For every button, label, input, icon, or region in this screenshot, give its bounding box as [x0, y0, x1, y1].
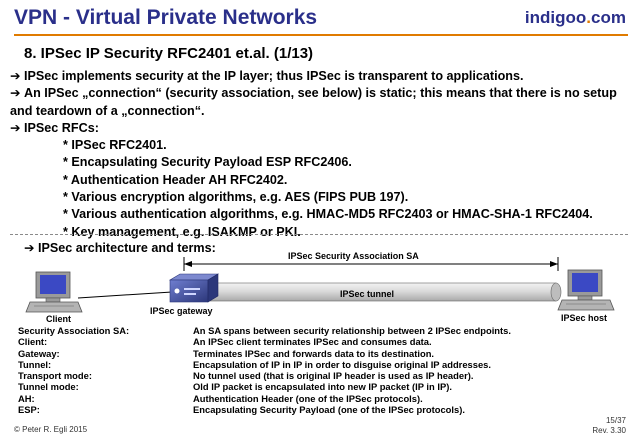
definition-row [18, 404, 628, 415]
section-title: 8. IPSec IP Security RFC2401 et.al. (1/13) [24, 45, 314, 62]
arrow-icon: ➔ [10, 120, 21, 135]
definition-desc: An SA spans between security relationship between 2 IPSec endpoints. [193, 325, 511, 336]
definition-row [18, 336, 628, 347]
rfc-item: * Encapsulating Security Payload ESP RFC2406. [63, 155, 352, 170]
definitions-list [18, 325, 628, 415]
definition-desc: Authentication Header (one of the IPSec protocols). [193, 392, 423, 404]
copyright: © Peter R. Egli 2015 [14, 425, 88, 434]
brand-tld: com [591, 8, 626, 27]
bullet-item [10, 85, 630, 120]
rfc-item: * Various encryption algorithms, e.g. AES (FIPS PUB 197). [63, 190, 409, 205]
tunnel-label: IPSec tunnel [340, 289, 395, 299]
bullet-text: An IPSec „connection“ (security association, see below) is static; this means that there is no setup and teardown of a „connection“. [10, 86, 617, 118]
rfc-item: * IPSec RFC2401. [63, 138, 167, 153]
brand-name: indigoo [524, 8, 587, 27]
page-number: 15/37 [605, 416, 626, 425]
bullet-item [10, 68, 630, 85]
client-link [78, 292, 172, 298]
rfc-item: * Key management, e.g. ISAKMP or PKI. [63, 224, 301, 239]
definition-term: Tunnel mode: [18, 381, 79, 393]
section-divider [10, 234, 628, 235]
definition-term: Client: [18, 336, 48, 348]
definition-term: Gateway: [18, 347, 60, 359]
bullet-text: IPSec implements security at the IP layer; thus IPSec is transparent to applications. [24, 69, 524, 83]
definition-row [18, 370, 628, 381]
definition-row [18, 348, 628, 359]
bullet-text: IPSec RFCs: [24, 120, 99, 135]
header-divider [14, 34, 628, 36]
definition-desc: An IPSec client terminates IPSec and consumes data. [193, 336, 432, 348]
brand-logo [525, 8, 626, 28]
definition-desc: Encapsulation of IP in IP in order to disguise original IP addresses. [193, 358, 491, 370]
ipsec-gateway-icon [170, 274, 218, 302]
definition-desc: Encapsulating Security Payload (one of the IPSec protocols). [193, 404, 465, 416]
host-label: IPSec host [561, 313, 608, 323]
definition-desc: Terminates IPSec and forwards data to its destination. [193, 347, 435, 359]
gateway-label: IPSec gateway [150, 306, 213, 316]
content-body [10, 68, 630, 241]
definition-row [18, 325, 628, 336]
bullet-item [10, 120, 630, 137]
client-computer-icon [26, 272, 82, 312]
brand-dot: . [586, 8, 592, 27]
definition-row [18, 393, 628, 404]
arrow-icon: ➔ [24, 241, 35, 255]
definition-term: ESP: [18, 404, 40, 416]
client-label: Client [46, 314, 72, 324]
definition-term: Tunnel: [18, 358, 52, 370]
rfc-item: * Various authentication algorithms, e.g. HMAC-MD5 RFC2403 or HMAC-SHA-1 RFC2404. [63, 207, 593, 222]
revision: Rev. 3.30 [592, 426, 626, 435]
sa-label: IPSec Security Association SA [288, 251, 419, 261]
page-info [592, 416, 626, 436]
definition-term: Security Association SA: [18, 325, 130, 336]
definition-row [18, 381, 628, 392]
ipsec-host-computer-icon [558, 270, 614, 310]
slide-title: VPN - Virtual Private Networks [14, 6, 318, 29]
definition-row [18, 359, 628, 370]
rfc-item: * Authentication Header AH RFC2402. [63, 172, 288, 187]
definition-desc: No tunnel used (that is original IP header is used as IP header). [193, 370, 474, 382]
arrow-icon: ➔ [10, 69, 21, 83]
definition-desc: Old IP packet is encapsulated into new IP packet (IP in IP). [193, 381, 452, 393]
architecture-heading: ➔ IPSec architecture and terms: [24, 241, 216, 255]
arrow-icon: ➔ [10, 86, 21, 101]
definition-term: Transport mode: [18, 370, 92, 382]
definition-term: AH: [18, 392, 35, 404]
